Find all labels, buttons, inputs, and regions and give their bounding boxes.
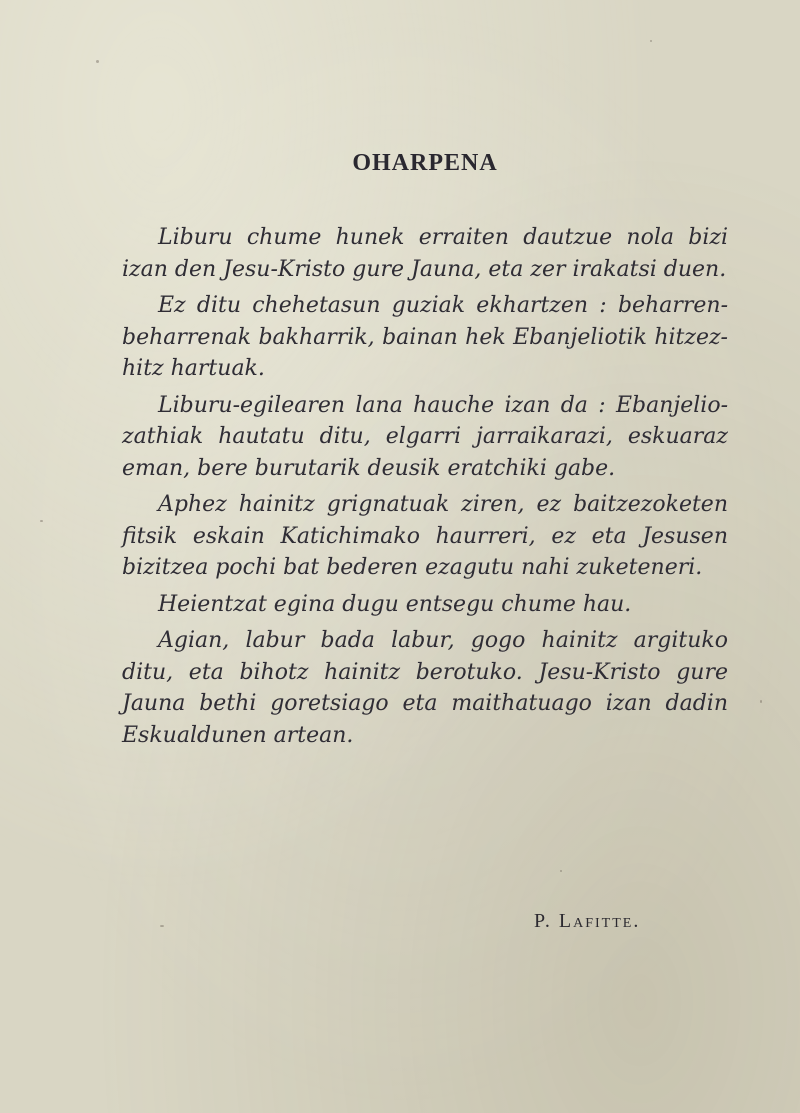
author-signature: P. Lafitte. bbox=[534, 910, 641, 932]
paper-speck bbox=[760, 700, 762, 703]
paper-speck bbox=[96, 60, 99, 63]
paper-speck bbox=[40, 520, 43, 522]
paragraph-3: Liburu-egilearen lana hauche izan da : Ebanjelio-zathiak hautatu ditu, elgarri jarraikarazi, eskuaraz eman, bere burutarik deusik eratchiki gabe. bbox=[122, 392, 728, 481]
paragraph-2: Ez ditu chehetasun guziak ekhartzen : beharren-beharrenak bakharrik, bainan hek Ebanjeliotik hitzez-hitz hartuak. bbox=[122, 293, 728, 381]
paragraph-1: Liburu chume hunek erraiten dautzue nola bizi izan den Jesu-Kristo gure Jauna, eta zer irakatsi duen. bbox=[122, 225, 728, 282]
paper-speck bbox=[160, 925, 164, 927]
paragraph-5: Heientzat egina dugu entsegu chume hau. bbox=[158, 591, 632, 617]
notice-body bbox=[122, 222, 728, 756]
paragraph-4: Aphez hainitz grignatuak ziren, ez baitzezoketen fitsik eskain Katichimako haurreri, ez eta Jesusen bizitzea pochi bat bederen ezagutu nahi zuketeneri. bbox=[122, 492, 728, 580]
page-heading: OHARPENA bbox=[352, 150, 498, 176]
paper-speck bbox=[650, 40, 652, 42]
paper-speck bbox=[560, 870, 562, 872]
paragraph-6: Agian, labur bada labur, gogo hainitz argituko ditu, eta bihotz hainitz berotuko. Jesu-Kristo gure Jauna bethi goretsiago eta maithatuago izan dadin Eskualdunen artean. bbox=[122, 628, 728, 748]
